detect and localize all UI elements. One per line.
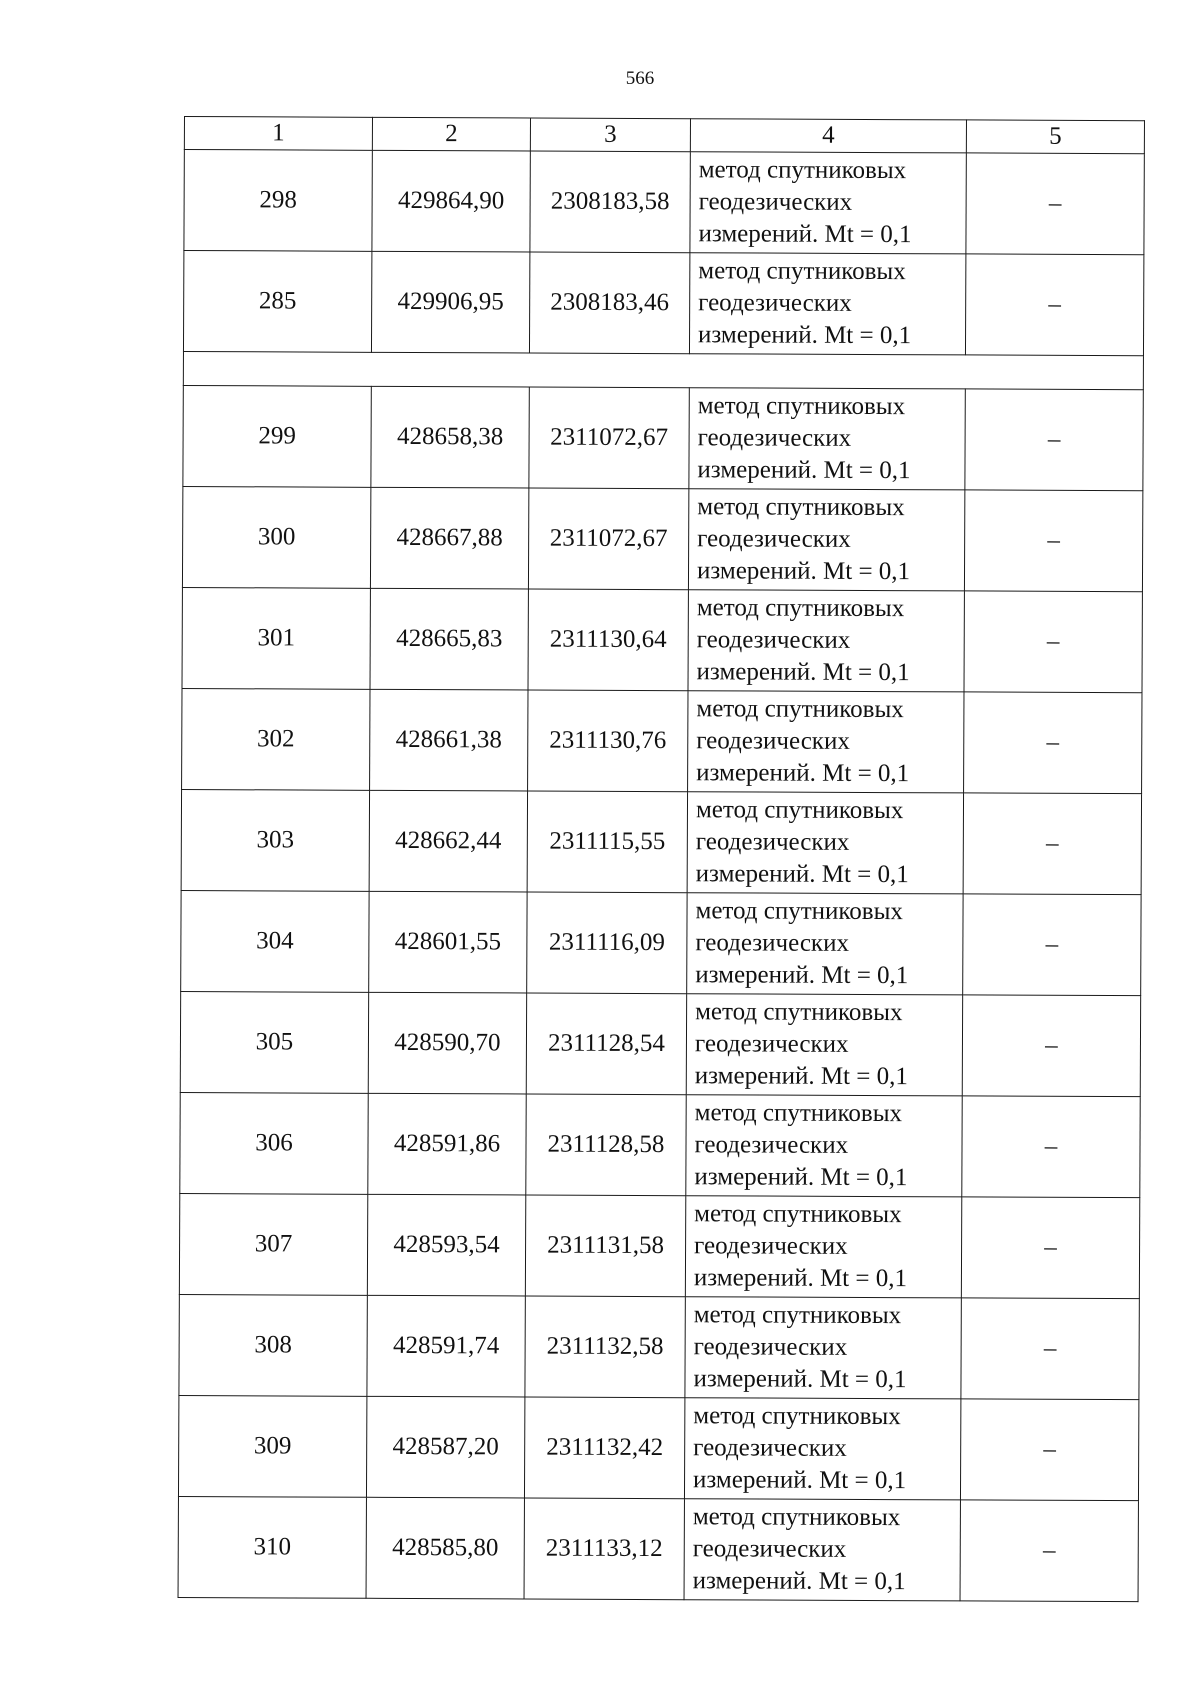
column-header-1: 1	[184, 117, 372, 151]
table-row	[183, 251, 1143, 356]
method-cell	[689, 253, 965, 355]
point-number-cell: 308	[179, 1294, 367, 1396]
point-number-cell: 306	[180, 1092, 368, 1194]
page-number: 566	[625, 68, 655, 89]
table-row	[182, 587, 1142, 692]
note-cell: –	[964, 692, 1142, 794]
x-coordinate-cell: 428601,55	[369, 891, 527, 993]
y-coordinate-cell: 2311128,58	[526, 1094, 686, 1196]
method-text-line: геодезических	[694, 1131, 849, 1159]
table-row	[181, 789, 1141, 894]
method-text-line: геодезических	[693, 1434, 847, 1462]
method-text-line: метод спутниковых	[693, 1402, 901, 1431]
x-coordinate-cell: 428665,83	[370, 588, 528, 690]
table-row	[178, 1395, 1138, 1500]
point-number-cell: 303	[181, 789, 369, 891]
table-row	[179, 1193, 1139, 1298]
method-cell	[690, 152, 966, 254]
method-text-line: измерений. Mt = 0,1	[692, 1567, 906, 1596]
method-text-line: геодезических	[694, 1232, 848, 1260]
table-row	[183, 385, 1143, 490]
method-text-line: метод спутниковых	[692, 1503, 901, 1532]
method-cell	[684, 1499, 960, 1601]
table-body	[178, 150, 1144, 1602]
note-cell: –	[966, 153, 1144, 255]
note-cell: –	[961, 1197, 1139, 1299]
table-row	[182, 486, 1142, 591]
x-coordinate-cell: 428590,70	[368, 992, 526, 1094]
table-row	[178, 1496, 1138, 1601]
y-coordinate-cell: 2311132,58	[525, 1296, 685, 1398]
x-coordinate-cell: 428585,80	[366, 1497, 524, 1599]
method-text-line: геодезических	[693, 1333, 848, 1361]
point-number-cell: 298	[184, 150, 372, 252]
y-coordinate-cell: 2311132,42	[524, 1397, 684, 1499]
note-cell: –	[963, 894, 1141, 996]
method-text-line: геодезических	[697, 424, 852, 452]
method-text-line: измерений. Mt = 0,1	[692, 1466, 907, 1495]
method-cell	[689, 388, 965, 490]
column-header-2: 2	[372, 117, 530, 151]
point-number-cell: 285	[183, 251, 371, 353]
note-cell: –	[961, 1298, 1139, 1400]
y-coordinate-cell: 2311072,67	[529, 387, 689, 489]
method-text-line: геодезических	[694, 1030, 849, 1058]
note-cell: –	[964, 591, 1142, 693]
table-row	[182, 688, 1142, 793]
method-cell	[685, 1196, 961, 1298]
column-header-5: 5	[966, 120, 1144, 154]
method-cell	[686, 1095, 962, 1197]
method-text-line: метод спутниковых	[696, 594, 905, 623]
x-coordinate-cell: 428667,88	[370, 487, 528, 589]
point-number-cell: 305	[180, 991, 368, 1093]
method-text-line: метод спутниковых	[698, 156, 907, 185]
method-cell	[686, 994, 962, 1096]
method-cell	[688, 691, 964, 793]
method-text-line: измерений. Mt = 0,1	[694, 1062, 908, 1091]
method-text-line: измерений. Mt = 0,1	[697, 321, 912, 350]
y-coordinate-cell: 2311116,09	[527, 892, 687, 994]
method-text-line: геодезических	[692, 1535, 847, 1563]
method-text-line: геодезических	[696, 626, 851, 654]
x-coordinate-cell: 429864,90	[372, 150, 530, 252]
y-coordinate-cell: 2311072,67	[528, 488, 688, 590]
method-text-line: метод спутниковых	[693, 1301, 902, 1330]
method-text-line: метод спутниковых	[697, 392, 906, 421]
method-text-line: метод спутниковых	[695, 998, 903, 1027]
table-row	[181, 890, 1141, 995]
point-number-cell: 299	[183, 385, 371, 487]
method-cell	[688, 590, 964, 692]
note-cell: –	[964, 490, 1142, 592]
point-number-cell: 310	[178, 1496, 366, 1598]
method-text-line: метод спутниковых	[695, 897, 904, 926]
method-text-line: метод спутниковых	[694, 1099, 903, 1128]
x-coordinate-cell: 428591,74	[367, 1295, 525, 1397]
y-coordinate-cell: 2308183,58	[530, 151, 690, 253]
point-number-cell: 302	[182, 688, 370, 790]
table-row	[180, 1092, 1140, 1197]
method-text-line: измерений. Mt = 0,1	[697, 456, 911, 485]
y-coordinate-cell: 2308183,46	[529, 252, 689, 354]
method-text-line: геодезических	[698, 289, 852, 317]
column-header-3: 3	[530, 118, 690, 152]
table-row	[180, 991, 1140, 1096]
note-cell: –	[962, 1096, 1140, 1198]
point-number-cell: 307	[179, 1193, 367, 1295]
method-text-line: метод спутниковых	[698, 257, 906, 286]
method-text-line: измерений. Mt = 0,1	[696, 658, 910, 687]
method-text-line: измерений. Mt = 0,1	[694, 1163, 908, 1192]
y-coordinate-cell: 2311133,12	[524, 1498, 684, 1600]
method-text-line: геодезических	[698, 188, 853, 216]
point-number-cell: 309	[178, 1395, 366, 1497]
x-coordinate-cell: 428591,86	[368, 1093, 526, 1195]
method-text-line: геодезических	[697, 525, 851, 553]
x-coordinate-cell: 428593,54	[367, 1194, 525, 1296]
point-number-cell: 301	[182, 587, 370, 689]
table-row	[184, 150, 1144, 255]
table-header-row	[184, 117, 1144, 154]
x-coordinate-cell: 428658,38	[371, 386, 529, 488]
method-text-line: измерений. Mt = 0,1	[693, 1264, 908, 1293]
group-separator-row	[183, 351, 1143, 389]
method-cell	[688, 489, 964, 591]
method-cell	[684, 1398, 960, 1500]
note-cell: –	[963, 793, 1141, 895]
method-text-line: метод спутниковых	[697, 493, 905, 522]
method-cell	[685, 1297, 961, 1399]
method-text-line: измерений. Mt = 0,1	[695, 961, 909, 990]
group-separator-cell	[183, 351, 1143, 389]
y-coordinate-cell: 2311130,76	[528, 690, 688, 792]
method-text-line: метод спутниковых	[695, 796, 904, 825]
method-text-line: геодезических	[696, 727, 850, 755]
method-text-line: измерений. Mt = 0,1	[698, 220, 912, 249]
x-coordinate-cell: 428662,44	[369, 790, 527, 892]
coordinates-table	[178, 116, 1145, 1602]
note-cell: –	[965, 254, 1143, 356]
point-number-cell: 304	[181, 890, 369, 992]
note-cell: –	[962, 995, 1140, 1097]
y-coordinate-cell: 2311130,64	[528, 589, 688, 691]
point-number-cell: 300	[182, 486, 370, 588]
method-text-line: измерений. Mt = 0,1	[696, 759, 910, 788]
table-row	[179, 1294, 1139, 1399]
column-header-4: 4	[690, 119, 966, 153]
method-text-line: геодезических	[695, 828, 850, 856]
method-text-line: измерений. Mt = 0,1	[695, 860, 909, 889]
method-text-line: геодезических	[695, 929, 850, 957]
method-cell	[687, 893, 963, 995]
note-cell: –	[965, 389, 1143, 491]
x-coordinate-cell: 429906,95	[371, 251, 529, 353]
method-text-line: метод спутниковых	[696, 695, 904, 724]
method-text-line: измерений. Mt = 0,1	[696, 557, 911, 586]
method-cell	[687, 792, 963, 894]
y-coordinate-cell: 2311115,55	[527, 791, 687, 893]
note-cell: –	[960, 1399, 1138, 1501]
method-text-line: метод спутниковых	[694, 1200, 902, 1229]
method-text-line: измерений. Mt = 0,1	[693, 1365, 907, 1394]
y-coordinate-cell: 2311128,54	[526, 993, 686, 1095]
x-coordinate-cell: 428661,38	[370, 689, 528, 791]
y-coordinate-cell: 2311131,58	[525, 1195, 685, 1297]
note-cell: –	[960, 1500, 1138, 1602]
x-coordinate-cell: 428587,20	[366, 1396, 524, 1498]
